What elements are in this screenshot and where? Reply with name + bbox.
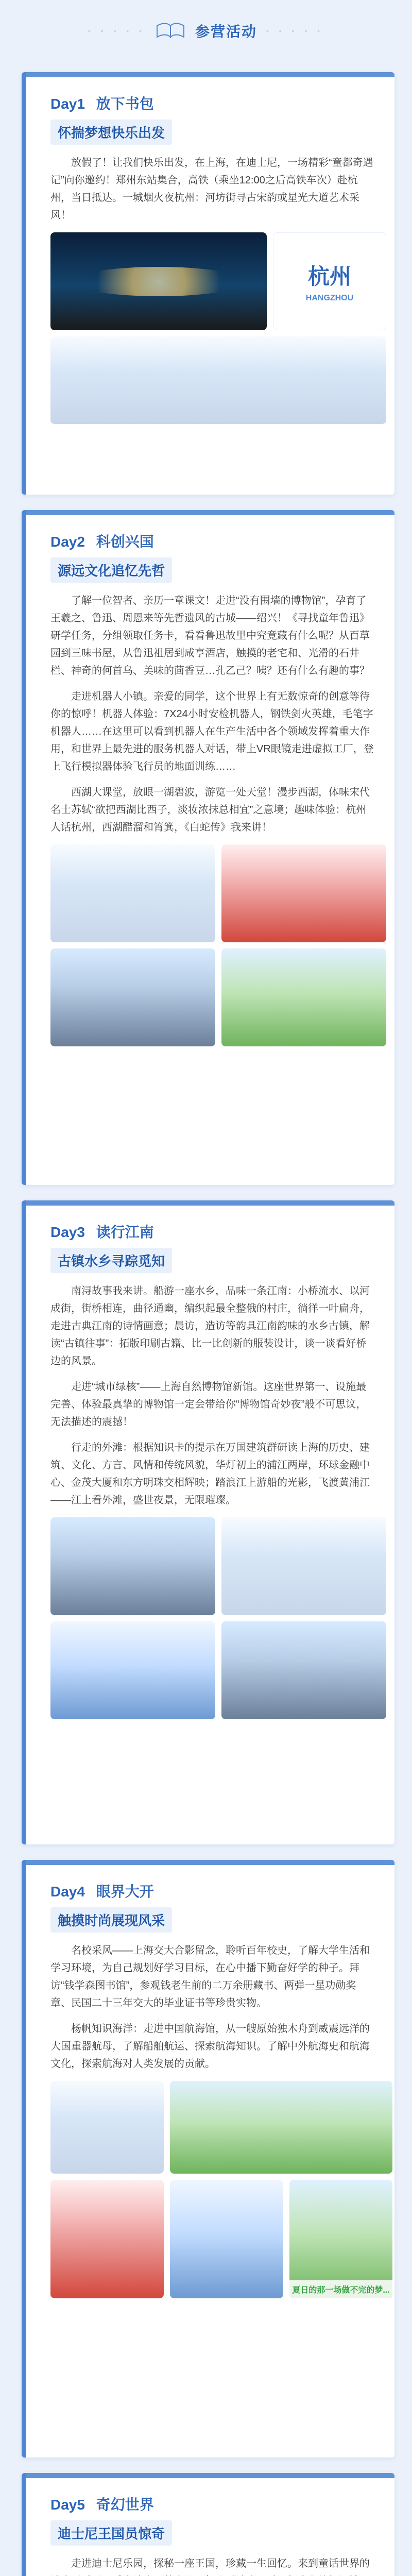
day-paragraph: 走进迪士尼乐园，探秘一座王国，珍藏一生回忆。来到童话世界的 <box>71 2558 370 2569</box>
day-paragraph: 名校采风——上海交大合影留念，聆听百年校史，了解大学生活和学习环境，为自己规划好学习目标，在心中播下勤奋好学的种子。拜访“钱学森图书馆”，参观钱老生前的二万余册藏书、两弹一星功勋奖章、民国二十三年交大的毕业证书等珍贵实物。 <box>50 1945 370 2009</box>
day-card-5 <box>22 2473 394 2576</box>
day-subtitle: 迪士尼王国员惊奇 <box>50 2520 172 2546</box>
card-top-bar <box>26 1860 394 1865</box>
card-top-bar <box>26 510 394 515</box>
day-card-4 <box>22 1860 394 2458</box>
card-top-bar <box>26 1200 394 1206</box>
photo <box>50 2081 164 2174</box>
photo <box>50 844 215 942</box>
photo-group <box>50 336 386 424</box>
day-label: Day1 <box>50 96 85 112</box>
day-theme: 科创兴国 <box>96 534 154 550</box>
photo <box>50 1517 215 1615</box>
card-inner <box>26 515 394 1069</box>
day-theme: 放下书包 <box>96 96 154 112</box>
open-book-icon <box>155 22 186 40</box>
day-subtitle: 触摸时尚展现风采 <box>50 1907 172 1933</box>
day-label: Day5 <box>50 2497 85 2513</box>
photo-grid <box>50 232 375 424</box>
day-title <box>50 93 375 113</box>
card-inner <box>26 77 394 447</box>
card-inner <box>26 2478 394 2576</box>
card-inner <box>26 1206 394 1742</box>
photo-hangzhou-logo <box>273 232 386 330</box>
right-dots: • • • • • <box>266 27 324 35</box>
page-title: 参营活动 <box>195 24 257 40</box>
day-title <box>50 1221 375 1242</box>
header <box>0 0 412 62</box>
day-paragraph: 西湖大课堂，放眼一湖碧波，游览一处天堂！漫步西湖，体味宋代名士苏轼“欲把西湖比西子，淡妆浓抹总相宜”之意境；趣味体验：杭州人话杭州，西湖醋溜和筲箕，《白蛇传》我来讲！ <box>50 787 370 833</box>
day-label: Day3 <box>50 1224 85 1240</box>
day-title <box>50 531 375 551</box>
photo-grid <box>50 844 375 1046</box>
day-subtitle: 怀揣梦想快乐出发 <box>50 120 172 145</box>
day-paragraph: 南浔故事我来讲。船游一座水乡，品味一条江南：小桥流水、以河成街，街桥相连，曲径通幽，编织起最全整俄的村庄，徜徉一叶扁舟，走进古典江南的诗情画意；晨访，造访等韵具江南韵味的水乡古镇，解读“古镇往事”：拓版印刷古籍、比一比创新的服装设计，谈一谈看好桥边的风景。 <box>50 1285 370 1367</box>
day-paragraph: 走进“城市绿核”——上海自然博物馆新馆。这座世界第一、设施最完善、体验最真挚的博物馆一定会带给你“博物馆奇妙夜”般不可思议，无法描述的震撼！ <box>50 1381 367 1428</box>
photo <box>170 2081 392 2174</box>
day-subtitle: 源远文化追忆先哲 <box>50 557 172 583</box>
day-paragraph: 了解一位智者、亲历一章课文！走进“没有围墙的博物馆”，孕育了王羲之、鲁迅、周恩来等先哲遗风的古城——绍兴！《寻找童年鲁迅》研学任务，分组领取任务卡，看看鲁迅故里中究竟藏有什么呢？从百草园到三味书屋，从鲁迅祖居到咸亨酒店，触摸的老宅和、光滑的石井栏、神奇的何首乌、美味的茴香豆…孔乙己？咦？还有什么有趣的事？ <box>50 595 370 676</box>
photo <box>221 844 386 942</box>
day-paragraph: 行走的外滩：根据知识卡的提示在万国建筑群研读上海的历史、建筑、文化、方言、风情和传统风貌，华灯初上的浦江两岸，环球金融中心、金茂大厦和东方明珠交相辉映；踏浪江上游船的光影，飞渡黄浦江——江上看外滩，盛世夜景，无限璀璨。 <box>50 1442 370 1506</box>
day-paragraph: 走进机器人小镇。亲爱的同学，这个世界上有无数惊奇的创意等待你的惊呼！机器人体验：7X24小时安检机器人，钢铁剑火英雄，毛笔字机器人……在这里可以看到机器人在生产生活中各个领域发挥着重大作用，和世界上最先进的服务机器人对话，带上VR眼镜走进虚拟工厂，登上飞行模拟器体验飞行员的地面训练…… <box>50 691 374 772</box>
photo <box>170 2180 283 2298</box>
photo <box>221 1517 386 1615</box>
hangzhou-logo <box>306 260 353 303</box>
photo <box>221 948 386 1046</box>
photo <box>50 2180 164 2298</box>
card-top-bar <box>26 72 394 77</box>
photo <box>50 1621 215 1719</box>
photo <box>221 1621 386 1719</box>
day-paragraph: 杨帆知识海洋：走进中国航海馆，从一艘原始独木舟到威震远洋的大国重器航母，了解船舶航运、探索航海知识。了解中外航海史和航海文化，探索航海对人类发展的贡献。 <box>50 2023 370 2070</box>
photo-with-caption <box>289 2180 392 2298</box>
day-card-3 <box>22 1200 394 1844</box>
day-card-1 <box>22 72 394 495</box>
day-theme: 奇幻世界 <box>96 2497 154 2513</box>
day-subtitle: 古镇水乡寻踪觅知 <box>50 1248 172 1273</box>
day-label: Day4 <box>50 1884 85 1900</box>
photo-grid <box>50 2081 390 2298</box>
photo-grid <box>50 1517 375 1719</box>
day-label: Day2 <box>50 534 85 550</box>
left-dots: • • • • • <box>88 27 146 35</box>
photo-caption: 夏日的那一场做不完的梦... <box>289 2280 392 2298</box>
card-top-bar <box>26 2473 394 2478</box>
title-wrap <box>88 21 324 41</box>
day-theme: 眼界大开 <box>96 1884 154 1900</box>
day-card-2 <box>22 510 394 1185</box>
day-paragraph: 放假了！让我们快乐出发，在上海，在迪士尼，一场精彩“童都奇遇记”向你邀约！郑州东站集合，高铁（乘坐12:00之后高铁车次）赴杭州，当日抵达。一城烟火夜杭州：河坊街寻古宋韵或星光大道艺术采风！ <box>50 157 373 221</box>
hangzhou-logo-small: HANGZHOU <box>305 294 354 302</box>
photo <box>50 948 215 1046</box>
day-theme: 读行江南 <box>96 1224 154 1240</box>
day-title <box>50 1880 375 1901</box>
hangzhou-logo-big: 杭州 <box>307 264 351 289</box>
card-inner <box>26 1865 394 2321</box>
day-title <box>50 2494 375 2514</box>
photo-night <box>50 232 267 330</box>
